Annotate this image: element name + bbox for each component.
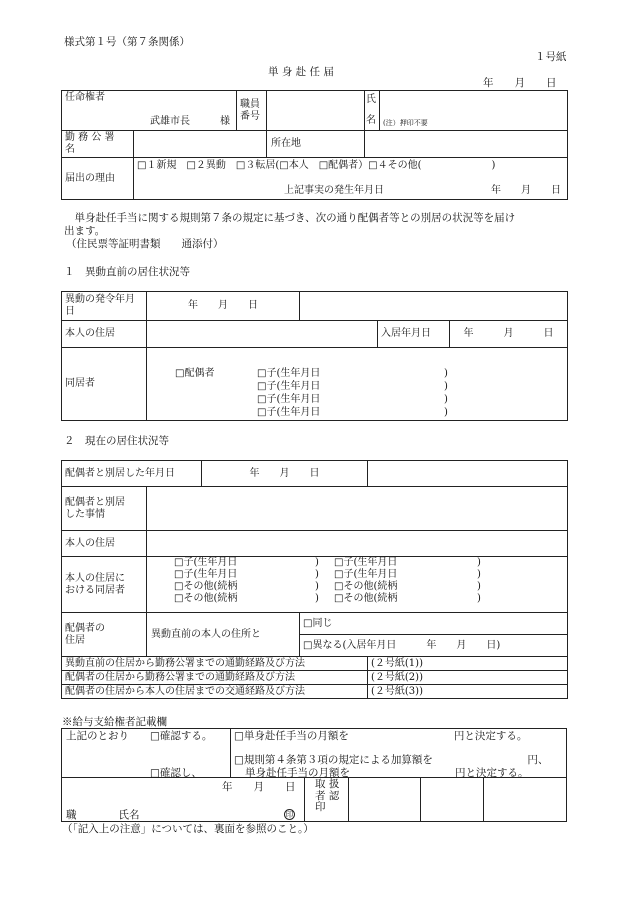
cur-paren-3: ) xyxy=(315,581,319,592)
cur-paren-1: ) xyxy=(315,557,319,568)
move-in-label: 入居年月日 xyxy=(378,321,450,348)
cohabitant-child-2[interactable]: □子(生年月日 xyxy=(257,381,321,392)
reason-label: 届出の理由 xyxy=(62,158,134,200)
cur-child-2[interactable]: □子(生年月日 xyxy=(174,569,238,580)
route2-ref: (２号紙(2)) xyxy=(368,671,568,685)
payroll-above: 上記のとおり xyxy=(66,730,129,742)
handler-seal-label: 取 扱 者 認 印 xyxy=(315,778,340,814)
separation-reason-field[interactable] xyxy=(147,487,568,531)
intro-line-1: 単身赴任手当に関する規則第７条の規定に基づき、次の通り配偶者等との別居の状況等を届け xyxy=(64,212,516,224)
order-date-label: 異動の発令年月日 xyxy=(62,292,147,321)
location-label: 所在地 xyxy=(267,131,365,158)
prev-address-field[interactable] xyxy=(147,321,378,348)
submission-date[interactable]: 年 月 日 xyxy=(483,77,557,89)
current-address-label: 本人の住居 xyxy=(62,531,147,557)
monthly-amount[interactable]: □単身赴任手当の月額を 円と決定する。 xyxy=(234,730,528,742)
location-field[interactable] xyxy=(365,131,568,158)
section1-table xyxy=(61,291,568,421)
cur-paren-7: ) xyxy=(477,581,481,592)
mayor-label: 武雄市長 様 xyxy=(150,116,230,127)
intro-line-3: （住民票等証明書類 通添付） xyxy=(66,238,224,250)
move-in-value[interactable]: 年 月 日 xyxy=(450,321,568,348)
form-number: 様式第１号（第７条関係） xyxy=(64,36,190,48)
current-cohabitant-cell xyxy=(147,557,568,613)
cur-paren-8: ) xyxy=(477,593,481,604)
paren-4: ) xyxy=(444,407,448,418)
separated-date-label: 配偶者と別居した年月日 xyxy=(62,461,202,487)
current-cohabitant-label: 本人の住居に おける同居者 xyxy=(62,557,147,613)
name-field[interactable] xyxy=(380,91,568,131)
section1-heading: １ 異動直前の居住状況等 xyxy=(64,266,190,278)
separated-date-blank xyxy=(368,461,568,487)
payroll-box xyxy=(61,728,567,822)
separated-date-value[interactable]: 年 月 日 xyxy=(202,461,368,487)
route2-label: 配偶者の住居から勤務公署までの通勤経路及び方法 xyxy=(62,671,368,685)
payroll-staff: 職 氏名 xyxy=(66,809,140,821)
appointer-label: 任命権者 xyxy=(65,92,105,103)
cohabitant-child-4[interactable]: □子(生年月日 xyxy=(257,407,321,418)
name-label: 氏 名 xyxy=(365,91,380,131)
cohabitant-child-1[interactable]: □子(生年月日 xyxy=(257,368,321,379)
confirm-checkbox-2[interactable]: □確認し、 xyxy=(150,767,202,779)
cur-child-4[interactable]: □子(生年月日 xyxy=(334,569,398,580)
separation-reason-label: 配偶者と別居 した事情 xyxy=(62,487,147,531)
cur-child-1[interactable]: □子(生年月日 xyxy=(174,557,238,568)
appointer-cell xyxy=(62,91,237,131)
prev-address-compare-label: 異動直前の本人の住所と xyxy=(147,613,300,657)
form-title: 単 身 赴 任 届 xyxy=(268,66,334,78)
reason-options[interactable]: □１新規 □２異動 □３転居(□本人 □配偶者）□４その他( ) xyxy=(137,160,496,171)
name-note: (注）押印不要 xyxy=(383,119,428,127)
cur-child-3[interactable]: □子(生年月日 xyxy=(334,557,398,568)
applicant-table xyxy=(61,90,568,200)
cohabitant-label: 同居者 xyxy=(62,348,147,421)
staff-number-label: 職員 番号 xyxy=(237,91,267,131)
seal-icon: 印 xyxy=(285,810,294,819)
route3-label: 配偶者の住居から本人の住居までの交通経路及び方法 xyxy=(62,685,368,699)
paren-3: ) xyxy=(444,394,448,405)
spouse-address-label: 配偶者の 住居 xyxy=(62,613,147,657)
office-label: 勤 務 公 署 名 xyxy=(62,131,134,158)
paren-2: ) xyxy=(444,381,448,392)
monthly-amount-2[interactable]: 単身赴任手当の月額を 円と決定する。 xyxy=(245,767,529,779)
footer-note: （「記入上の注意」については、裏面を参照のこと。） xyxy=(62,823,314,835)
office-field[interactable] xyxy=(134,131,267,158)
reason-cell[interactable] xyxy=(134,158,568,200)
section2-heading: ２ 現在の居住状況等 xyxy=(64,435,169,447)
section2-table xyxy=(61,460,568,699)
cur-other-4[interactable]: □その他(続柄 xyxy=(334,593,398,604)
route1-label: 異動直前の住居から勤務公署までの通勤経路及び方法 xyxy=(62,657,368,671)
cohabitant-child-3[interactable]: □子(生年月日 xyxy=(257,394,321,405)
cur-other-2[interactable]: □その他(続柄 xyxy=(174,593,238,604)
cur-paren-6: ) xyxy=(477,569,481,580)
event-date-label: 上記事実の発生年月日 xyxy=(284,185,384,196)
order-date-blank xyxy=(300,292,568,321)
order-date-value[interactable]: 年 月 日 xyxy=(147,292,300,321)
paren-1: ) xyxy=(444,368,448,379)
cur-paren-4: ) xyxy=(315,593,319,604)
cohabitant-spouse[interactable]: □配偶者 xyxy=(175,368,215,379)
event-date-value[interactable]: 年 月 日 xyxy=(491,185,561,196)
same-option[interactable]: □同じ xyxy=(300,613,568,635)
route1-ref: (２号紙(1)) xyxy=(368,657,568,671)
payroll-heading: ※給与支給権者記載欄 xyxy=(62,716,167,728)
different-option[interactable]: □異なる(入居年月日 年 月 日) xyxy=(300,635,568,657)
cohabitant-cell xyxy=(147,348,568,421)
staff-number-field[interactable] xyxy=(267,91,365,131)
addition-amount[interactable]: □規則第４条第３項の規定による加算額を 円、 xyxy=(234,754,549,766)
cur-paren-5: ) xyxy=(477,557,481,568)
payroll-date[interactable]: 年 月 日 xyxy=(222,781,296,793)
intro-line-2: 出ます。 xyxy=(64,225,106,237)
route3-ref: (２号紙(3)) xyxy=(368,685,568,699)
sheet-number: １号紙 xyxy=(535,51,567,63)
prev-address-label: 本人の住居 xyxy=(62,321,147,348)
confirm-checkbox-1[interactable]: □確認する。 xyxy=(150,730,213,742)
cur-other-3[interactable]: □その他(続柄 xyxy=(334,581,398,592)
current-address-field[interactable] xyxy=(147,531,568,557)
cur-other-1[interactable]: □その他(続柄 xyxy=(174,581,238,592)
cur-paren-2: ) xyxy=(315,569,319,580)
